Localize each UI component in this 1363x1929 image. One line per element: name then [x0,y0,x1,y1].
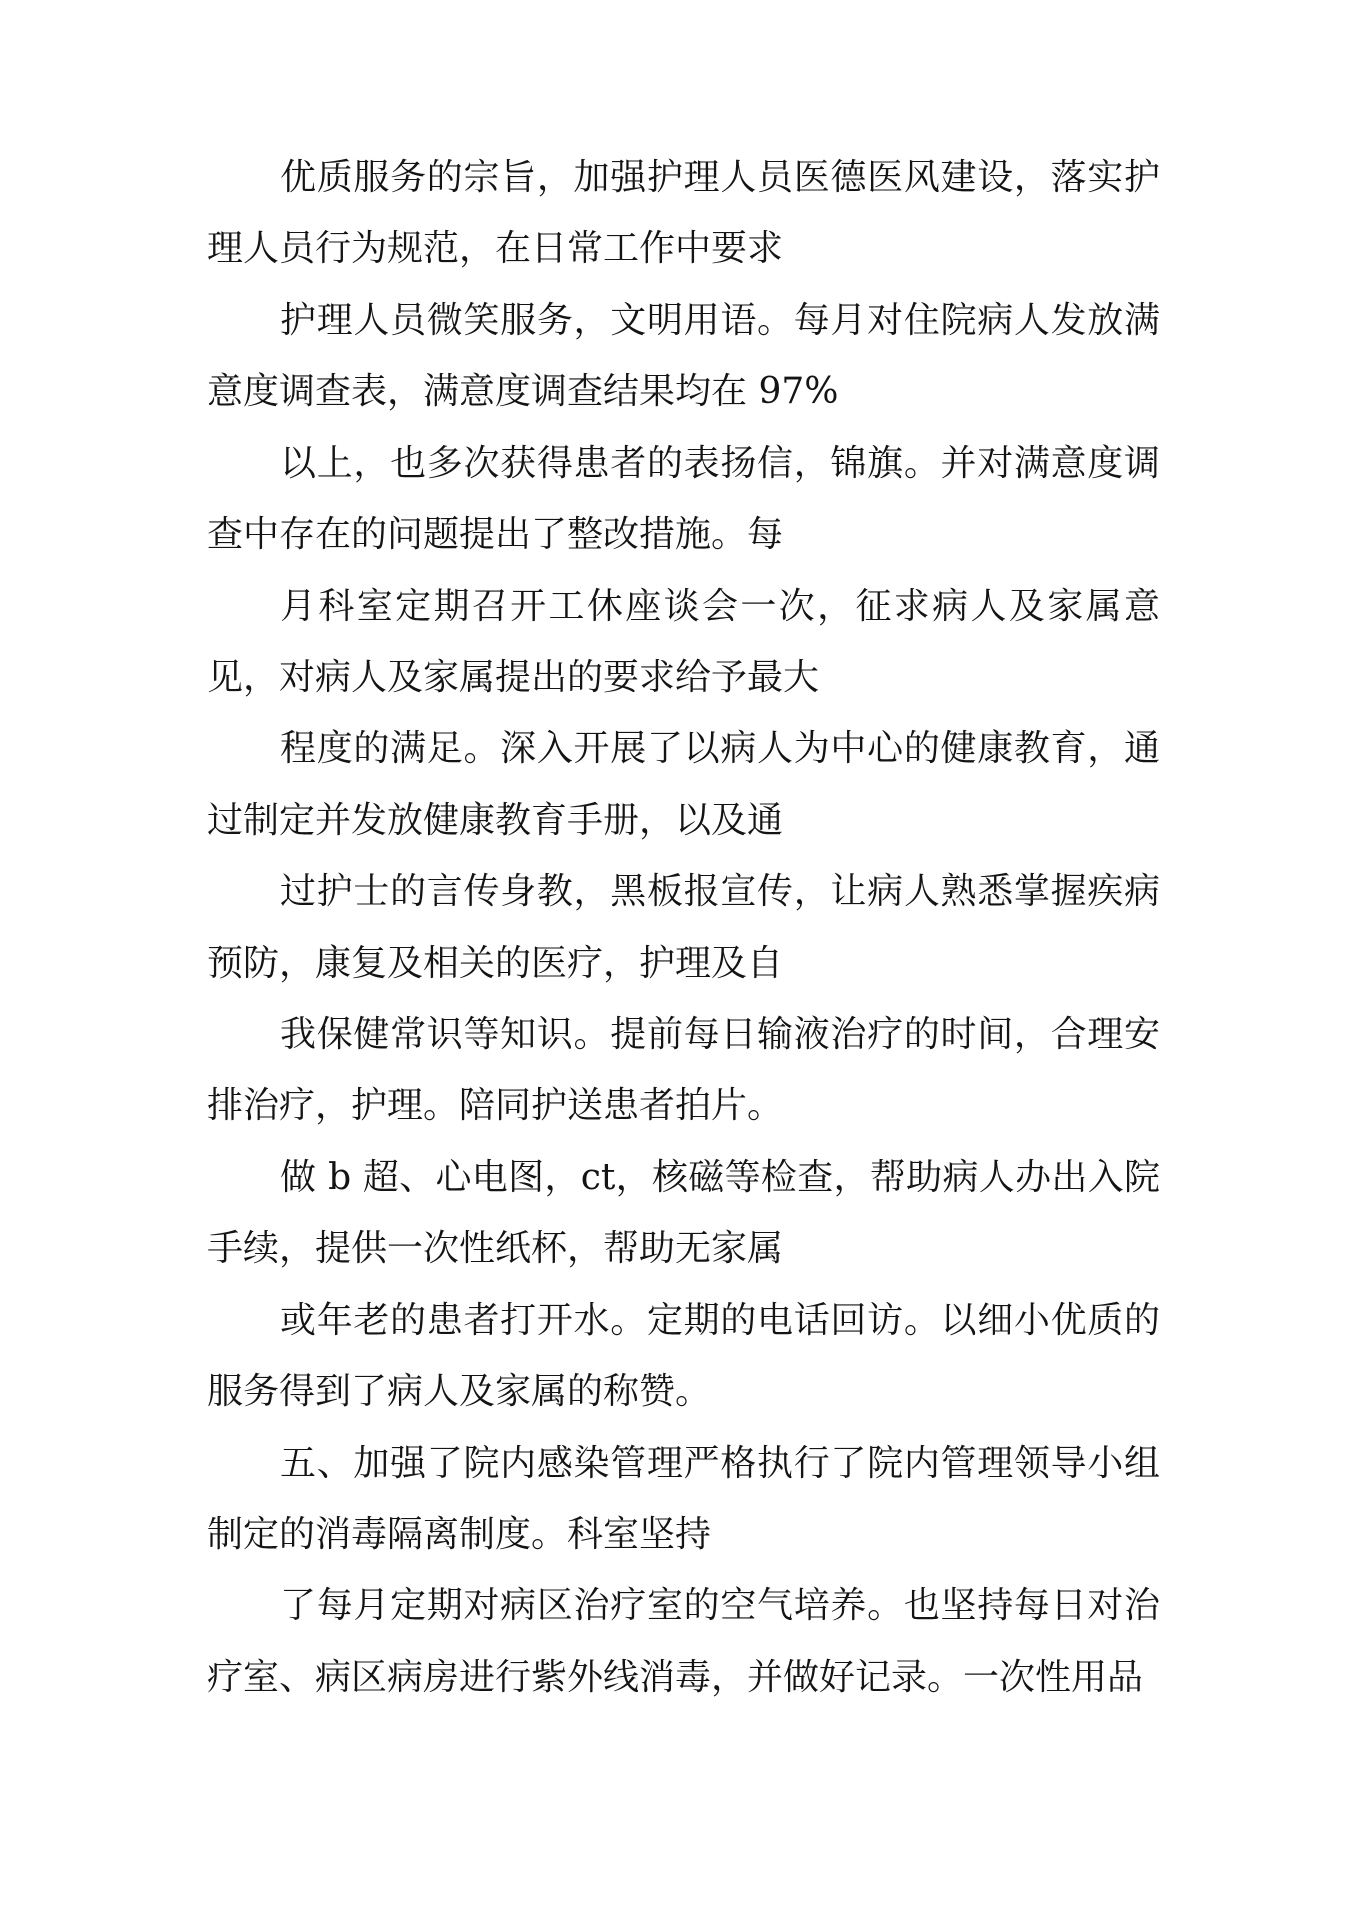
paragraph-continuation-line: 过制定并发放健康教育手册，以及通 [207,799,784,841]
paragraph-first-line: 过护士的言传身教，黑板报宣传，让病人熟悉掌握疾病 [280,871,1160,913]
paragraph-continuation-line: 排治疗，护理。陪同护送患者拍片。 [207,1085,784,1127]
paragraph-continuation-line: 意度调查表，满意度调查结果均在 97% [207,371,839,413]
paragraph-continuation-line: 预防，康复及相关的医疗，护理及自 [207,942,784,984]
paragraph-first-line: 优质服务的宗旨，加强护理人员医德医风建设，落实护 [280,157,1160,198]
paragraph-continuation-line: 查中存在的问题提出了整改措施。每 [207,514,784,556]
paragraph [207,999,1160,1142]
paragraph-first-line: 护理人员微笑服务，文明用语。每月对住院病人发放满 [280,299,1160,341]
paragraph [207,571,1160,714]
paragraph [207,1570,1160,1713]
paragraph-continuation-line: 理人员行为规范，在日常工作中要求 [207,228,784,270]
paragraph-first-line: 或年老的患者打开水。定期的电话回访。以细小优质的 [280,1299,1160,1341]
paragraph-first-line: 以上，也多次获得患者的表扬信，锦旗。并对满意度调 [280,442,1160,484]
paragraph [207,713,1160,856]
paragraph [207,142,1160,285]
paragraph-continuation-line: 见，对病人及家属提出的要求给予最大 [207,656,820,698]
paragraph-continuation-line: 制定的消毒隔离制度。科室坚持 [207,1514,712,1556]
paragraph-first-line: 我保健常识等知识。提前每日输液治疗的时间，合理安 [280,1014,1160,1056]
paragraph [207,1285,1160,1428]
document-body [207,142,1160,1713]
paragraph-first-line: 月科室定期召开工休座谈会一次，征求病人及家属意 [280,585,1160,627]
paragraph-first-line: 做 b 超、心电图，ct，核磁等检查，帮助病人办出入院 [280,1156,1160,1198]
paragraph [207,1142,1160,1285]
paragraph [207,285,1160,428]
paragraph-first-line: 了每月定期对病区治疗室的空气培养。也坚持每日对治 [280,1585,1160,1627]
paragraph-continuation-line: 服务得到了病人及家属的称赞。 [207,1371,712,1413]
paragraph-continuation-line: 手续，提供一次性纸杯，帮助无家属 [207,1228,784,1270]
paragraph-first-line: 程度的满足。深入开展了以病人为中心的健康教育，通 [280,728,1160,770]
paragraph-continuation-line: 疗室、病区病房进行紫外线消毒，并做好记录。一次性用品 [207,1656,1144,1698]
paragraph [207,428,1160,571]
paragraph [207,856,1160,999]
paragraph-first-line: 五、加强了院内感染管理严格执行了院内管理领导小组 [280,1442,1160,1484]
paragraph [207,1428,1160,1571]
